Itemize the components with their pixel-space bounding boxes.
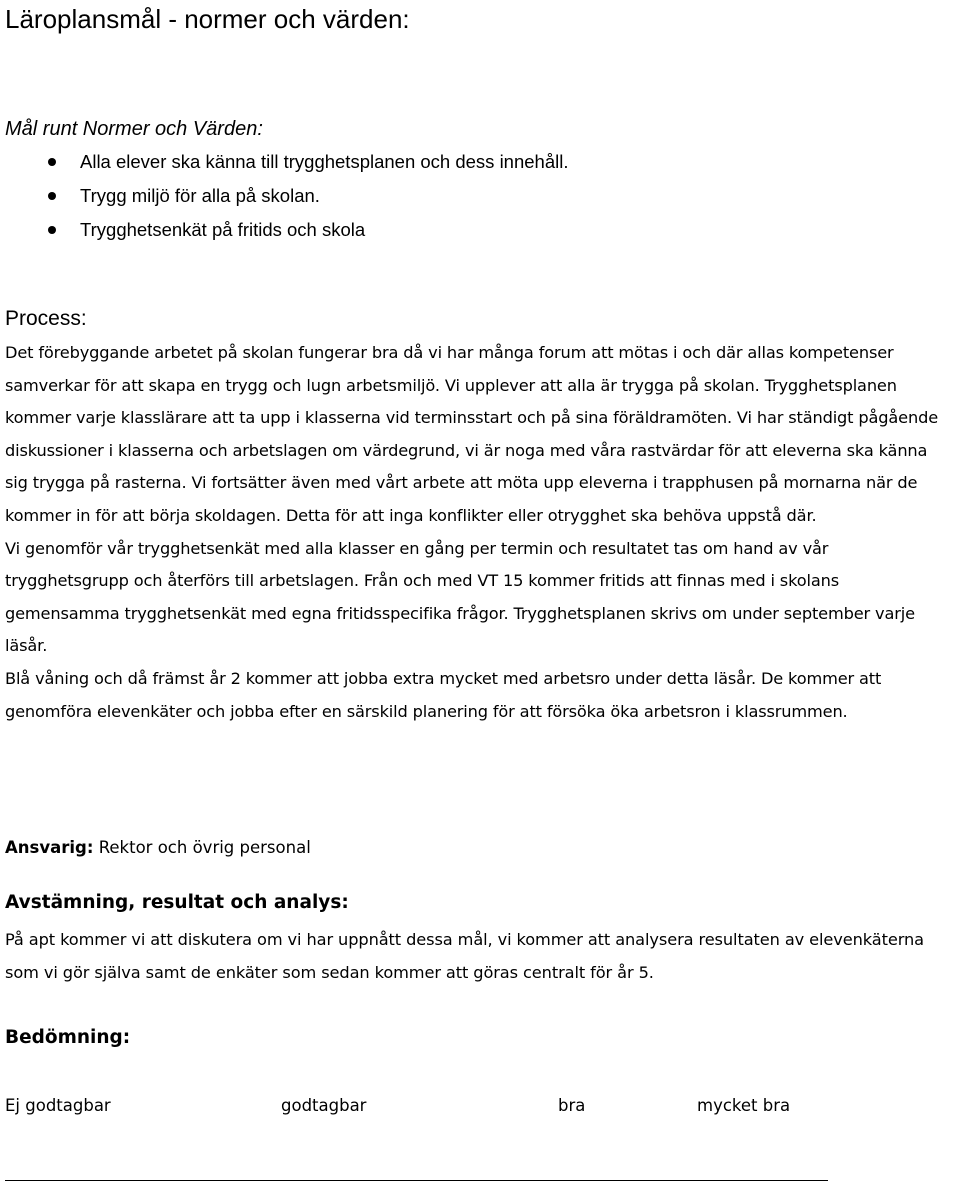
list-item	[5, 145, 569, 179]
signature-line	[5, 1180, 828, 1181]
rating-option-mycket-bra[interactable]: mycket bra	[697, 1096, 791, 1115]
goal-text: Trygghetsenkät på fritids och skola	[80, 219, 366, 240]
process-heading: Process:	[5, 307, 87, 330]
goal-text: Trygg miljö för alla på skolan.	[80, 185, 320, 206]
goal-text: Alla elever ska känna till trygghetsplanen och dess innehåll.	[80, 151, 569, 172]
bullet-icon	[48, 158, 56, 166]
bullet-icon	[48, 192, 56, 200]
list-item	[5, 213, 569, 247]
responsible-label: Ansvarig:	[5, 838, 94, 857]
process-paragraph: Vi genomför vår trygghetsenkät med alla klasser en gång per termin och resultatet tas om hand av vår trygghetsgrupp och återförs till arbetslagen. Från och med VT 15 kommer fritids att finnas med i skolans gemensamma trygghetsenkät med egna fritidsspecifika frågor. Trygghetsplanen skrivs om under september varje läsår.	[5, 538, 915, 656]
assessment-options	[5, 1091, 955, 1121]
process-body	[5, 337, 955, 728]
evaluation-heading-text: Avstämning, resultat och analys:	[5, 892, 349, 913]
document-title: Läroplansmål - normer och värden:	[5, 4, 410, 34]
rating-option-bra[interactable]: bra	[558, 1096, 586, 1115]
assessment-heading	[5, 1023, 130, 1053]
rating-option-ej-godtagbar[interactable]: Ej godtagbar	[5, 1096, 111, 1115]
evaluation-body: På apt kommer vi att diskutera om vi har uppnått dessa mål, vi kommer att analysera resultaten av elevenkäterna som vi gör själva samt de enkäter som sedan kommer att göras centralt för år 5.	[5, 930, 924, 982]
goal-list	[5, 145, 569, 247]
process-paragraph: Det förebyggande arbetet på skolan fungerar bra då vi har många forum att mötas i och där allas kompetenser samverkar för att skapa en trygg och lugn arbetsmiljö. Vi upplever att alla är trygga på skolan. Trygghetsplanen kommer varje klasslärare att ta upp i klasserna vid terminsstart och på sina föräldramöten. Vi har ständigt pågående diskussioner i klasserna och arbetslagen om värdegrund, vi är noga med våra rastvärdar för att eleverna ska känna sig trygga på rasterna. Vi fortsätter även med vårt arbete att möta upp eleverna i trapphusen på mornarna när de kommer in för att börja skoldagen. Detta för att inga konflikter eller otrygghet ska behöva uppstå där.	[5, 343, 939, 525]
list-item	[5, 179, 569, 213]
goals-heading: Mål runt Normer och Värden:	[5, 118, 263, 140]
bullet-icon	[48, 226, 56, 234]
responsible-value: Rektor och övrig personal	[98, 838, 311, 857]
assessment-heading-text: Bedömning:	[5, 1027, 131, 1048]
rating-option-godtagbar[interactable]: godtagbar	[281, 1096, 367, 1115]
responsible-line	[5, 833, 311, 863]
process-paragraph: Blå våning och då främst år 2 kommer att jobba extra mycket med arbetsro under detta läsår. De kommer att genomföra elevenkäter och jobba efter en särskild planering för att försöka öka arbetsron i klassrummen.	[5, 668, 882, 721]
evaluation-heading	[5, 888, 349, 918]
